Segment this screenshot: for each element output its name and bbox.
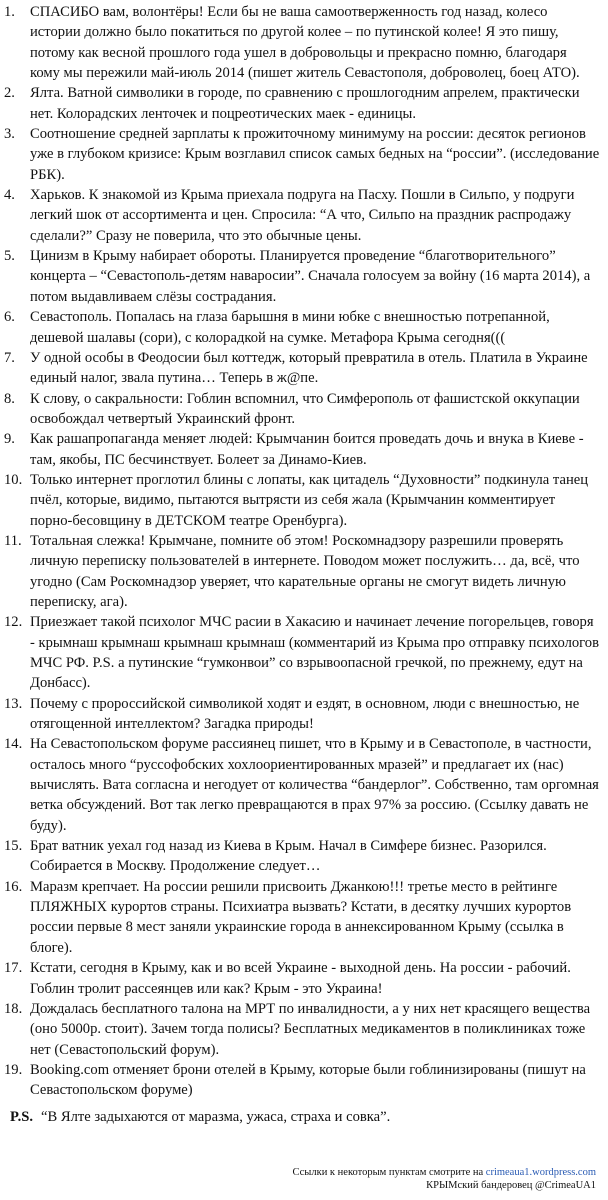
postscript-text: “В Ялте задыхаются от маразма, ужаса, страха и совка”. [41,1108,391,1125]
list-item [4,389,600,430]
item-text: Ялта. Ватной символики в городе, по сравнению с прошлогодним апрелем, практически нет. Колорадских ленточек и поцреотических маек - единицы. [30,85,580,122]
list-item [4,877,600,958]
item-number: 13. [4,695,23,712]
blog-link[interactable]: crimeaua1.wordpress.com [485,1167,596,1178]
list-item [4,83,600,124]
item-number: 14. [4,736,23,753]
item-number: 4. [4,187,15,204]
item-number: 7. [4,349,15,366]
footer-links-line [293,1166,597,1179]
item-text: Харьков. К знакомой из Крыма приехала подруга на Пасху. Пошли в Сильпо, у подруги легкий шок от ассортимента и цен. Спросила: “А что, Сильпо на праздник распродажу сделали?” Сразу не поверила, что это обычные цены. [30,187,575,244]
list-item [4,470,600,531]
list-item [4,2,600,83]
item-number: 10. [4,471,23,488]
item-number: 12. [4,614,23,631]
item-text: У одной особы в Феодосии был коттедж, который превратила в отель. Платила в Украине единый налог, звала путина… Теперь в ж@пе. [30,349,588,387]
footer-links-prefix: Ссылки к некоторым пунктам смотрите на [292,1167,486,1178]
list-item [4,836,600,877]
postscript-label: P.S. [10,1108,33,1125]
item-number: 15. [4,838,23,855]
item-text: Кстати, сегодня в Крыму, как и во всей Украине - выходной день. На россии - рабочий. Гоблин тролит рассеянцев или как? Крым - это Украина! [30,960,571,997]
item-number: 1. [4,4,15,20]
list-item [4,124,600,185]
list-item [4,612,600,693]
list-item [4,694,600,735]
list-item [4,734,600,836]
item-text: Севастополь. Попалась на глаза барышня в мини юбке с внешностью потрепанной, дешевой шалавы (сори), с колорадкой на сумке. Метафора Крыма сегодня((( [30,309,550,346]
item-text: Соотношение средней зарплаты к прожиточному минимуму на россии: десяток регионов уже в глубоком кризисе: Крым возглавил список самых бедных на “россии”. (исследование РБК). [30,126,600,183]
footer-author: КРЫМский бандеровец @CrimeaUA1 [426,1180,596,1191]
item-number: 8. [4,390,15,407]
item-text: На Севастопольском форуме рассиянец пишет, что в Крыму и в Севастополе, в частности, осталось много “руссофобских хохлоориентированных мразей” и предлагает их (нас) вычислять. Вата согласна и негодует от количества “бандерлог”. Собственно, там оргомная ветка обсуждений. Вот так легко превращаются в прах 97% за россию. (Ссылку давать не буду). [30,736,599,834]
item-text: Booking.com отменяет брони отелей в Крыму, которые были гоблинизированы (пишут на Севастопольском форуме) [30,1061,586,1099]
item-text: Тотальная слежка! Крымчане, помните об этом! Роскомнадзору разрешили проверять личную переписку пользователей в интернете. Поводом может послужить… да, всё, что угодно (Сам Роскомнадзор уверяет, что карательные органы не смогут видеть личную переписку, ага). [30,532,580,610]
list-item [4,531,600,612]
list-item [4,348,600,389]
item-text: Только интернет проглотил блины с лопаты, как цитадель “Духовности” подкинула танец пчёл, которые, видимо, пытаются вытрясти из себя жала (Крымчанин комментирует порно-бесовщину в ДЕТСКОМ театре Оренбурга). [30,471,589,529]
item-number: 2. [4,85,15,102]
item-text: Маразм крепчает. На россии решили присвоить Джанкою!!! третье место в рейтинге ПЛЯЖНЫХ курортов страны. Психиатра вызвать? Кстати, в десятку лучших курортов россии первые 8 мест заняли украинские города в аннексированном Крыму (ссылка в блоге). [30,878,572,956]
list-item [4,185,600,246]
list-item [4,246,600,307]
item-text: СПАСИБО вам, волонтёры! Если бы не ваша самоотверженность год назад, колесо истории должно было покатиться по другой колее – по путинской колее! Я это пишу, потому как весной прошлого года ушел в добровольцы и прекрасно помню, благодаря кому мы пережили май-июль 2014 (пишет житель Севастополя, доброволец, боец АТО). [30,4,580,82]
item-text: Брат ватник уехал год назад из Киева в Крым. Начал в Симфере бизнес. Разорился. Собирается в Москву. Продолжение следует… [30,838,547,875]
item-text: Цинизм в Крыму набирает обороты. Планируется проведение “благотворительного” концерта – “Севастополь-детям наваросии”. Сначала голосуем за войну (16 марта 2014), а потом выдавливаем слёзы сострадания. [30,248,591,305]
item-number: 5. [4,248,15,265]
item-text: Приезжает такой психолог МЧС расии в Хакасию и начинает лечение погорельцев, говоря - крымнаш крымнаш крымнаш крымнаш (комментарий из Крыма про отправку психологов МЧС РФ. P.S. а путинские “гумконвои” со взрывоопасной гречкой, по прежнему, едут на Донбасс). [30,614,599,692]
item-number: 17. [4,960,23,977]
list-item [4,429,600,470]
item-number: 11. [4,532,22,549]
item-number: 18. [4,1000,23,1017]
footer [293,1166,597,1192]
item-text: Дождалась бесплатного талона на МРТ по инвалидности, а у них нет красящего вещества (оно 5000р. стоит). Зачем тогда полисы? Бесплатных медикаментов в поликлиниках тоже нет (Севастопольский форум). [30,1000,591,1058]
postscript [10,1107,608,1127]
item-text: Почему с пророссийской символикой ходят и ездят, в основном, люди с внешностью, не отягощенной интеллектом? Загадка природы! [30,695,580,733]
item-number: 19. [4,1061,23,1078]
item-number: 6. [4,309,15,326]
item-number: 3. [4,126,15,143]
list-item [4,1060,600,1101]
list-item [4,999,600,1060]
item-number: 9. [4,431,15,448]
item-text: Как рашапропаганда меняет людей: Крымчанин боится проведать дочь и внука в Киеве - там, якобы, ПС бесчинствует. Болеет за Динамо-Киев. [30,431,584,468]
list-item [4,307,600,348]
item-text: К слову, о сакральности: Гоблин вспомнил, что Симферополь от фашистской оккупации освобождал четвертый Украинский фронт. [30,390,580,427]
item-number: 16. [4,878,23,895]
list-item [4,958,600,999]
